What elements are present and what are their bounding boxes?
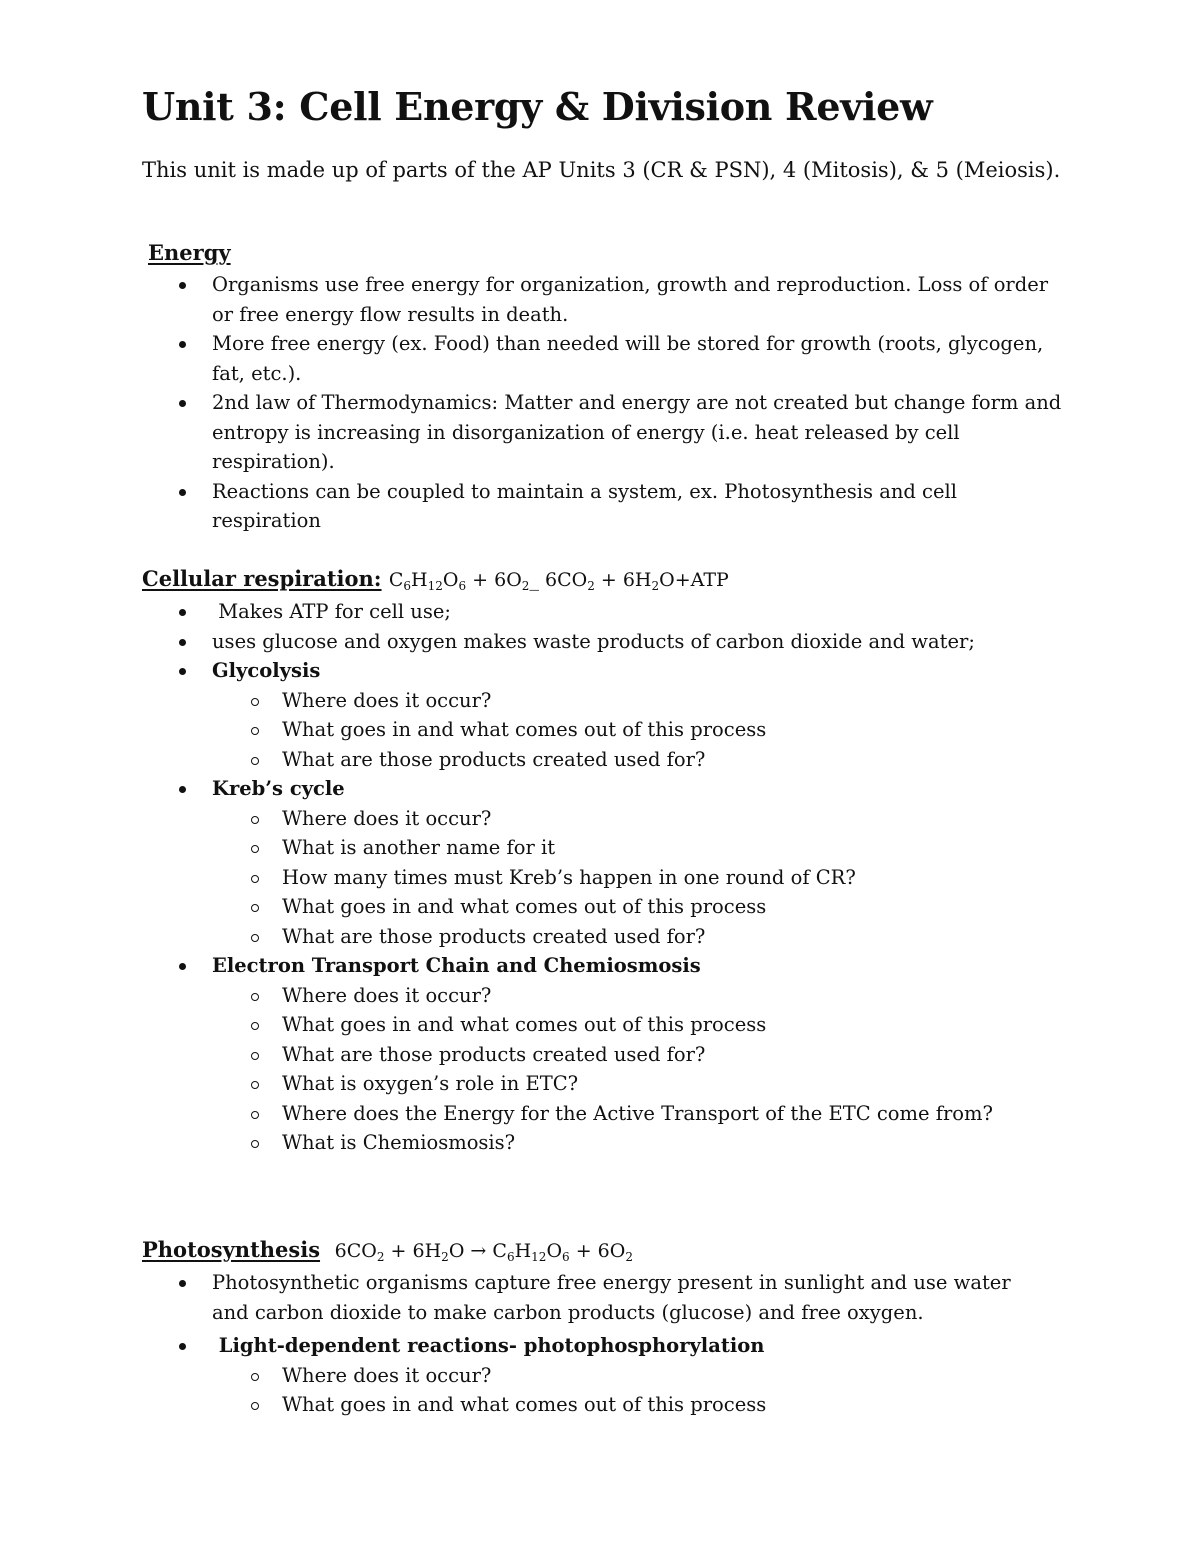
list-item: What are those products created used for? [212,1040,1082,1070]
light-dependent-questions [212,1361,1042,1420]
list-item: More free energy (ex. Food) than needed will be stored for growth (roots, glycogen, fat, etc.). [142,329,1062,388]
list-item: What is Chemiosmosis? [212,1128,1082,1158]
list-item: Reactions can be coupled to maintain a system, ex. Photosynthesis and cell respiration [142,477,1062,536]
list-item: What goes in and what comes out of this process [212,715,1082,745]
list-item: What is oxygen’s role in ETC? [212,1069,1082,1099]
cellular-respiration-equation: $C_6H_{12}O_6$ + $6O_2\_$ $6CO_2 + 6H_2O+ATP$ [388,569,729,593]
photosynthesis-list [142,1268,1042,1420]
energy-heading: Energy [148,240,231,265]
list-item: What goes in and what comes out of this process [212,892,1082,922]
photosynthesis-heading: Photosynthesis $6CO_2 + 6H_2O \to C_6H_{12}O_6 + 6O_2$ [142,1237,633,1264]
cellular-respiration-heading: Cellular respiration: $C_6H_{12}O_6$ + $6O_2\_$ $6CO_2 + 6H_2O+ATP$ [142,566,729,593]
list-item: What goes in and what comes out of this process [212,1010,1082,1040]
list-item: What are those products created used for? [212,922,1082,952]
list-item: Where does it occur? [212,686,1082,716]
krebs-questions [212,804,1082,952]
list-item: Where does it occur? [212,1361,1042,1391]
list-item: Organisms use free energy for organization, growth and reproduction. Loss of order or free energy flow results in death. [142,270,1062,329]
etc-item: Electron Transport Chain and Chemiosmosis Where does it occur? What goes in and what comes out of this process What are those products created used for? What is oxygen’s role in ETC? Where does the Energy for the Active Transport of the ETC come from? What is Chemiosmosis? [142,951,1082,1158]
photosynthesis-equation: $6CO_2 + 6H_2O \to C_6H_{12}O_6 + 6O_2$ [334,1240,633,1264]
list-item: Photosynthetic organisms capture free energy present in sunlight and use water and carbon dioxide to make carbon products (glucose) and free oxygen. [142,1268,1042,1327]
cellular-respiration-list [142,597,1082,1158]
list-item: What is another name for it [212,833,1082,863]
page-title: Unit 3: Cell Energy & Division Review [142,84,933,129]
list-item: Where does it occur? [212,981,1082,1011]
list-item: How many times must Kreb’s happen in one round of CR? [212,863,1082,893]
glycolysis-questions [212,686,1082,775]
list-item: Where does the Energy for the Active Transport of the ETC come from? [212,1099,1082,1129]
light-dependent-item: Light-dependent reactions- photophosphorylation Where does it occur? What goes in and what comes out of this process [142,1331,1042,1420]
list-item: What goes in and what comes out of this process [212,1390,1042,1420]
krebs-item: Kreb’s cycle Where does it occur? What is another name for it How many times must Kreb’s happen in one round of CR? What goes in and what comes out of this process What are those products created used for? [142,774,1082,951]
list-item: Where does it occur? [212,804,1082,834]
glycolysis-item: Glycolysis Where does it occur? What goes in and what comes out of this process What are those products created used for? [142,656,1082,774]
list-item: What are those products created used for? [212,745,1082,775]
etc-questions [212,981,1082,1158]
list-item: 2nd law of Thermodynamics: Matter and energy are not created but change form and entropy is increasing in disorganization of energy (i.e. heat released by cell respiration). [142,388,1062,477]
intro-paragraph: This unit is made up of parts of the AP Units 3 (CR & PSN), 4 (Mitosis), & 5 (Meiosis). [142,158,1061,182]
list-item: uses glucose and oxygen makes waste products of carbon dioxide and water; [142,627,1082,657]
energy-list [142,270,1062,536]
list-item: Makes ATP for cell use; [142,597,1082,627]
